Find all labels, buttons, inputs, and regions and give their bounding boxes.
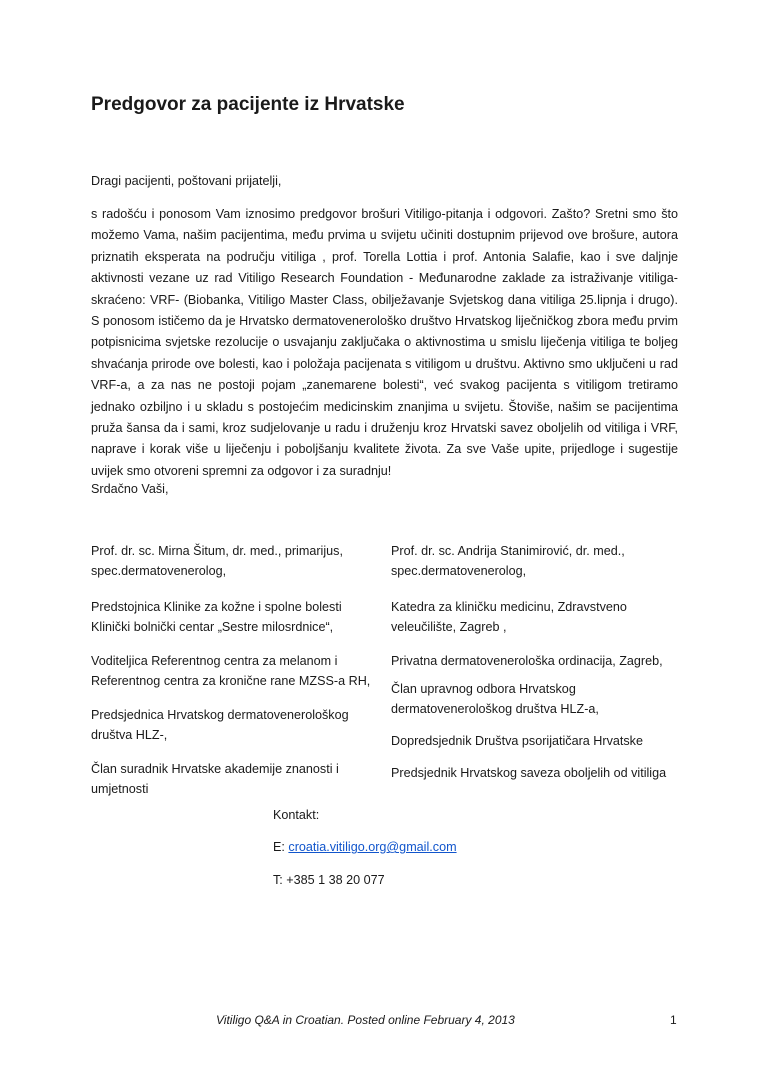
email-link[interactable]: croatia.vitiligo.org@gmail.com bbox=[288, 840, 457, 854]
signature-right-role: Dopredsjednik Društva psorijatičara Hrvatske bbox=[391, 734, 643, 748]
closing-line: Srdačno Vaši, bbox=[91, 482, 169, 496]
page-title: Predgovor za pacijente iz Hrvatske bbox=[91, 94, 405, 115]
contact-phone: T: +385 1 38 20 077 bbox=[273, 873, 385, 887]
signature-left-name: Prof. dr. sc. Mirna Šitum, dr. med., primarijus, spec.dermatovenerolog, bbox=[91, 544, 343, 578]
signature-right-name: Prof. dr. sc. Andrija Stanimirović, dr. med., spec.dermatovenerolog, bbox=[391, 544, 625, 578]
page-number: 1 bbox=[670, 1013, 677, 1027]
signature-right-role: Privatna dermatovenerološka ordinacija, Zagreb, bbox=[391, 654, 663, 668]
signature-left-role: Predstojnica Klinike za kožne i spolne bolesti Klinički bolnički centar „Sestre milosrdnice“, bbox=[91, 600, 342, 634]
email-prefix: E: bbox=[273, 840, 289, 854]
signature-left-role: Predsjednica Hrvatskog dermatovenerološkog društva HLZ-, bbox=[91, 708, 349, 742]
contact-label: Kontakt: bbox=[273, 808, 320, 822]
signature-left bbox=[91, 541, 381, 799]
signature-right-role: Katedra za kliničku medicinu, Zdravstveno veleučilište, Zagreb , bbox=[391, 600, 627, 634]
signature-right bbox=[391, 541, 691, 783]
signature-left-role: Član suradnik Hrvatske akademije znanosti i umjetnosti bbox=[91, 762, 339, 796]
contact-email-line bbox=[273, 840, 457, 854]
greeting: Dragi pacijenti, poštovani prijatelji, bbox=[91, 174, 282, 188]
signature-left-role: Voditeljica Referentnog centra za melanom i Referentnog centra za kronične rane MZSS-a RH, bbox=[91, 654, 371, 688]
signature-right-role: Predsjednik Hrvatskog saveza oboljelih od vitiliga bbox=[391, 766, 667, 780]
signature-right-role: Član upravnog odbora Hrvatskog dermatovenerološkog društva HLZ-a, bbox=[391, 682, 599, 716]
page-footer: Vitiligo Q&A in Croatian. Posted online February 4, 2013 bbox=[216, 1013, 515, 1027]
body-paragraph: s radošću i ponosom Vam iznosimo predgovor brošuri Vitiligo-pitanja i odgovori. Zašto? Sretni smo što možemo Vama, našim pacijentima, među prvima u svijetu učiniti dostupnim prijevod ove brošure, autora priznatih eksperata na području vitiliga , prof. Torella Lottia i prof. Antonia Salafie, kao i sve daljnje aktivnosti vezane uz rad Vitiligo Research Foundation - Međunarodne zaklade za istraživanje vitiliga-skraćeno: VRF- (Biobanka, Vitiligo Master Class, obilježavanje Svjetskog dana vitiliga 25.lipnja i drugo). S ponosom ističemo da je Hrvatsko dermatovenerološko društvo Hrvatskog liječničkog zbora među prvim potpisnicima svjetske rezolucije o usvajanju zaključaka o aktivnostima u smislu liječenja vitiliga te boljeg shvaćanja prirode ove bolesti, kao i položaja pacijenata s vitiligom u društvu. Aktivno smo uključeni u rad VRF-a, a za nas ne postoji pojam „zanemarene bolesti“, već svakog pacijenta s vitiligom tretiramo jednako ozbiljno i u skladu s postojećim medicinskim znanjima u svijetu. Štoviše, našim se pacijentima pruža šansa da i sami, kroz sudjelovanje u radu i druženju kroz Hrvatski savez oboljelih od vitiliga i VRF, naprave i korak više u liječenju i poboljšanju kvalitete života. Za sve Vaše upite, prijedloge i sugestije uvijek smo otvoreni spremni za odgovor i za suradnju! bbox=[91, 207, 678, 478]
